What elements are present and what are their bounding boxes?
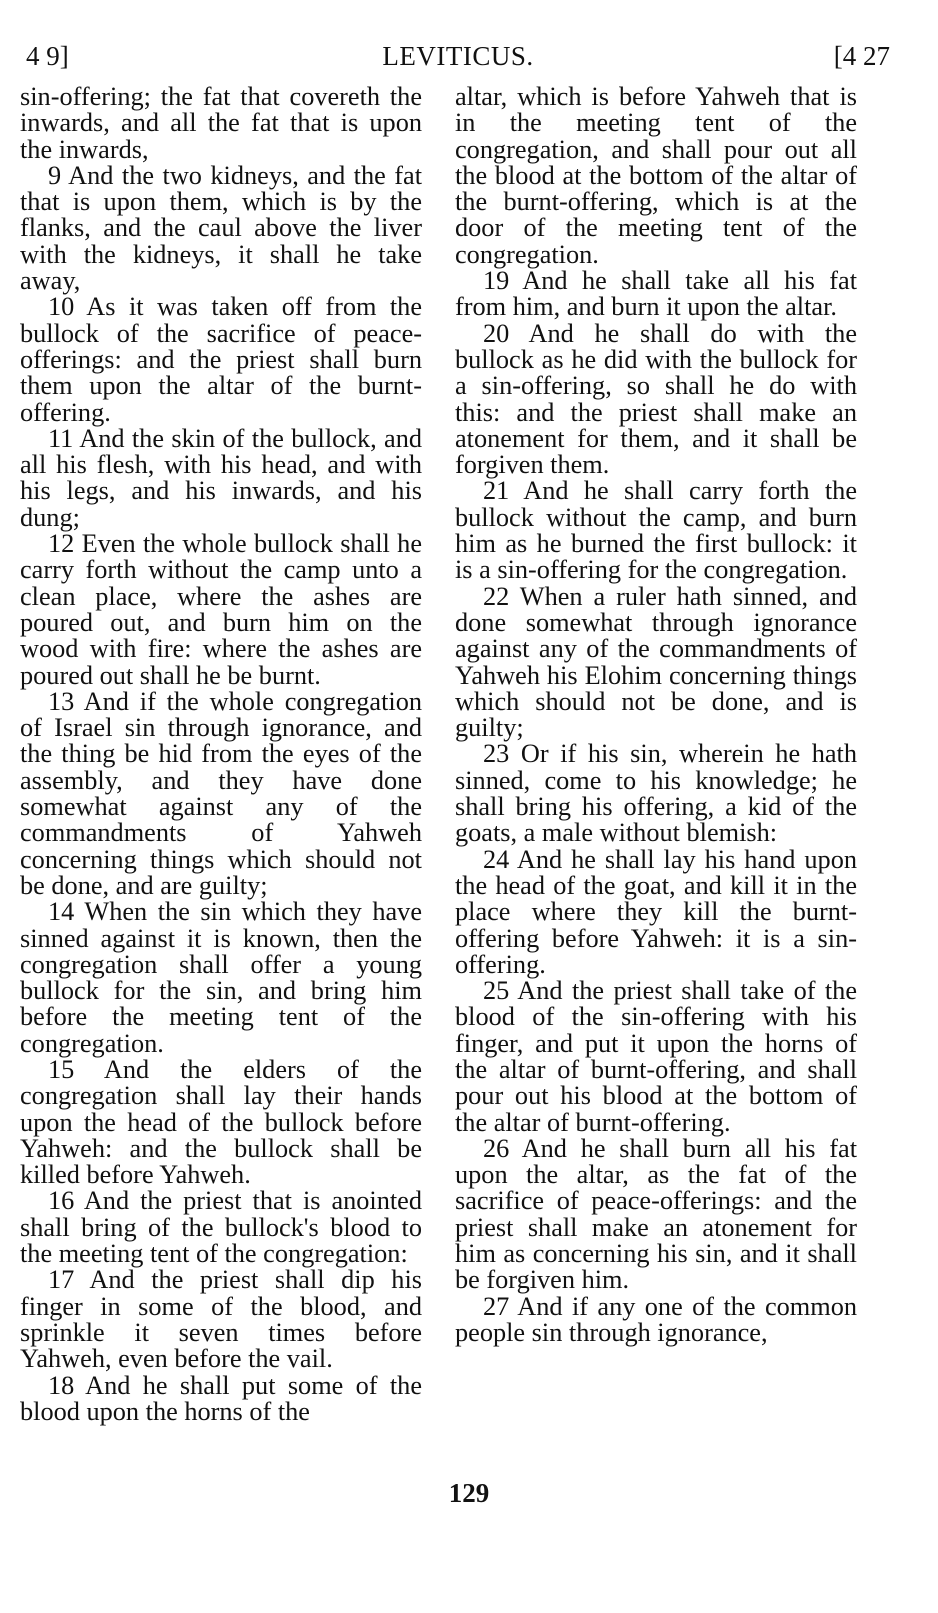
verse-paragraph [20,294,422,425]
verse-number: 13 [48,686,75,716]
verse-paragraph [20,1188,422,1267]
running-header [26,36,890,76]
verse-paragraph [20,1370,422,1426]
header-chapter-verse-end: [4 27 [833,41,890,71]
verse-paragraph [455,978,857,1136]
verse-paragraph [455,478,857,583]
verse-paragraph [455,318,857,480]
verse-number: 24 [483,844,510,874]
verse-text: altar, which is before Yahweh that is in the meeting tent of the congregation, and shall pour out all the blood at the bottom of the altar of the burnt-offering, which is at the door of the meeting tent of the congregation. [455,82,857,269]
verse-text: As it was taken off from the bullock of the sacrifice of peace-offerings: and the priest shall burn them upon the altar of the burnt-offering. [20,292,422,427]
verse-text: And he shall carry forth the bullock without the camp, and burn him as he burned the first bullock: it is a sin-offering for the congregation. [455,476,857,585]
verse-number: 25 [483,976,510,1006]
verse-number: 17 [48,1265,75,1295]
verse-paragraph [455,741,857,846]
verse-number: 12 [48,529,75,559]
verse-text: And if the whole congregation of Israel sin through ignorance, and the thing be hid from the eyes of the assembly, and they have done somewhat against any of the commandments of Yahweh concerning things which should not be done, and are guilty; [20,686,422,900]
verse-paragraph [455,268,857,321]
verse-text: And he shall take all his fat from him, and burn it upon the altar. [455,266,857,322]
header-chapter-verse-start: 4 9] [26,41,69,71]
verse-paragraph [455,1291,857,1347]
verse-paragraph [20,531,422,689]
verse-paragraph [20,160,423,296]
verse-text: And he shall burn all his fat upon the altar, as the fat of the sacrifice of peace-offerings: and the priest shall make an atonement for him as concerning his sin, and it shall be forgiven him. [455,1133,858,1295]
verse-text: When a ruler hath sinned, and done somewhat through ignorance against any of the commandments of Yahweh his Elohim concerning things which should not be done, and is guilty; [455,581,857,743]
verse-text: And he shall do with the bullock as he did with the bullock for a sin-offering, so shall he do with this: and the priest shall make an atonement for them, and it shall be forgiven them. [455,318,857,480]
verse-number: 20 [483,318,510,348]
verse-text: And he shall put some of the blood upon the horns of the [20,1370,422,1426]
verse-paragraph [455,844,857,979]
verse-text: And if any one of the common people sin through ignorance, [455,1291,857,1347]
verse-text: And the two kidneys, and the fat that is upon them, which is by the flanks, and the caul above the liver with the kidneys, it shall he take away, [20,160,423,296]
verse-text: And he shall lay his hand upon the head of the goat, and kill it in the place where they kill the burnt-offering before Yahweh: it is a sin-offering. [455,844,857,979]
verse-number: 27 [483,1291,510,1321]
verse-paragraph [20,1267,422,1372]
verse-number: 11 [48,423,74,453]
verse-paragraph [455,581,857,743]
verse-number: 22 [483,581,510,611]
verse-text: And the elders of the congregation shall lay their hands upon the head of the bullock before Yahweh: and the bullock shall be killed before Yahweh. [20,1054,422,1190]
verse-paragraph [20,899,422,1057]
verse-continuation [455,84,857,268]
verse-paragraph [20,423,423,532]
verse-number: 16 [48,1186,75,1216]
verse-paragraph [20,686,422,900]
verse-paragraph [455,1133,858,1295]
verse-number: 9 [48,160,62,190]
verse-text: And the skin of the bullock, and all his flesh, with his head, and with his legs, and his inwards, and his dung; [20,423,423,532]
verse-text: And the priest that is anointed shall bring of the bullock's blood to the meeting tent of the congregation: [20,1186,422,1269]
verse-number: 21 [483,476,510,506]
verse-number: 23 [483,739,510,769]
right-text-column [455,84,857,1346]
verse-paragraph [20,1054,422,1190]
verse-number: 14 [48,897,75,927]
verse-number: 26 [483,1133,510,1163]
verse-text: Even the whole bullock shall he carry forth without the camp unto a clean place, where the ashes are poured out, and burn him on the wood with fire: where the ashes are poured out shall he be burnt. [20,529,422,690]
verse-text: sin-offering; the fat that covereth the inwards, and all the fat that is upon the inwards, [20,82,422,164]
verse-number: 19 [483,266,510,296]
verse-text: And the priest shall dip his finger in some of the blood, and sprinkle it seven times before Yahweh, even before the vail. [20,1265,422,1374]
verse-number: 10 [48,292,75,322]
header-book-title: LEVITICUS. [382,41,534,71]
verse-number: 15 [48,1054,75,1084]
verse-continuation [20,84,422,163]
verse-text: When the sin which they have sinned against it is known, then the congregation shall offer a young bullock for the sin, and bring him before the meeting tent of the congregation. [20,897,422,1058]
verse-text: And the priest shall take of the blood of the sin-offering with his finger, and put it upon the horns of the altar of burnt-offering, and shall pour out his blood at the bottom of the altar of burnt-offering. [455,976,857,1137]
verse-text: Or if his sin, wherein he hath sinned, come to his knowledge; he shall bring his offering, a kid of the goats, a male without blemish: [455,739,857,848]
left-text-column [20,84,422,1425]
page-number: 129 [448,1478,490,1508]
verse-number: 18 [48,1370,75,1400]
